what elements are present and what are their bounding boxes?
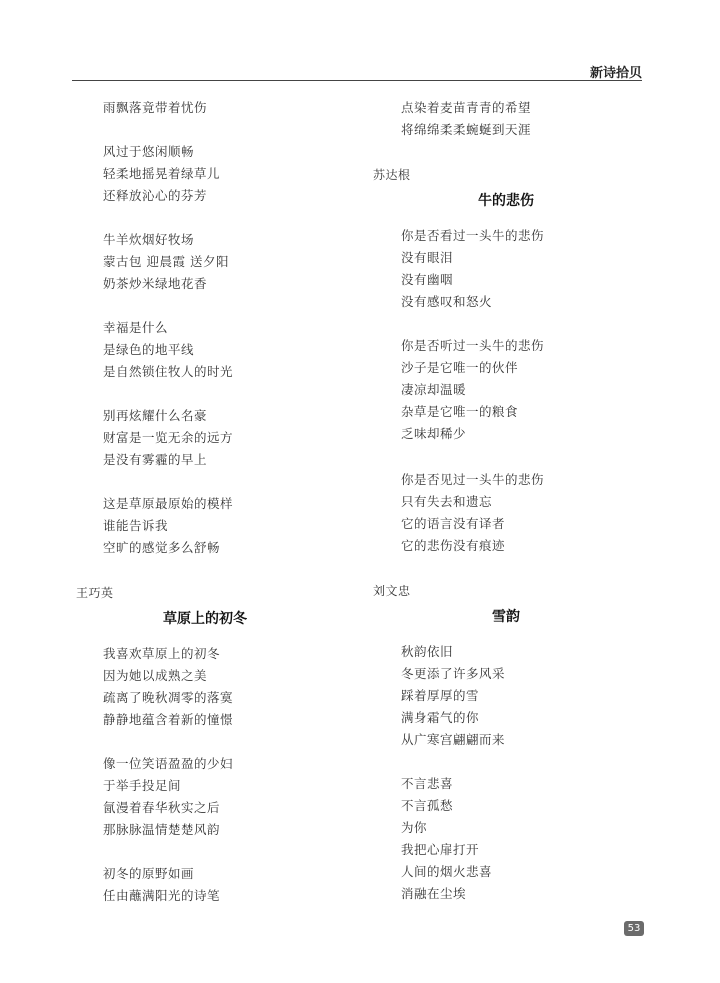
poem-line: 你是否看过一头牛的悲伤 [401, 228, 545, 243]
poem-line: 不言悲喜 [401, 776, 454, 791]
poem-line: 它的悲伤没有痕迹 [401, 538, 506, 553]
poem-line: 这是草原最原始的模样 [103, 496, 234, 511]
poem-line: 秋韵依旧 [401, 644, 454, 659]
poem-line: 冬更添了许多风采 [401, 666, 506, 681]
poem-line: 人间的烟火悲喜 [401, 864, 493, 879]
poem-line: 满身霜气的你 [401, 710, 480, 725]
poem-line: 为你 [401, 820, 428, 835]
poem-line: 轻柔地摇晃着绿草儿 [103, 166, 221, 181]
poem-line: 你是否听过一头牛的悲伤 [401, 338, 545, 353]
poem-line: 我喜欢草原上的初冬 [103, 646, 221, 661]
poem-line: 初冬的原野如画 [103, 866, 195, 881]
poem-author-liu-wenzhong: 刘文忠 [373, 584, 411, 598]
poem-line: 空旷的感觉多么舒畅 [103, 540, 221, 555]
poem-line: 踩着厚厚的雪 [401, 688, 480, 703]
poem-line: 任由蘸满阳光的诗笔 [103, 888, 221, 903]
poem-line: 别再炫耀什么名豪 [103, 408, 208, 423]
poem-line: 我把心扉打开 [401, 842, 480, 857]
poem-author-su-dagen: 苏达根 [373, 168, 411, 182]
poem-line: 奶茶炒米绿地花香 [103, 276, 208, 291]
poem-line: 将绵绵柔柔蜿蜒到天涯 [401, 122, 532, 137]
poem-line: 于举手投足间 [103, 778, 182, 793]
poem-line: 是绿色的地平线 [103, 342, 195, 357]
poem-title-niu-de-beishang: 牛的悲伤 [478, 193, 534, 209]
poem-line: 幸福是什么 [103, 320, 169, 335]
poem-line: 没有感叹和怒火 [401, 294, 493, 309]
poem-line: 蒙古包 迎晨霞 送夕阳 [103, 254, 229, 269]
poem-line: 疏离了晚秋凋零的落寞 [103, 690, 234, 705]
poem-line: 乏味却稀少 [401, 426, 467, 441]
poem-title-caoyuan-chudong: 草原上的初冬 [163, 611, 247, 627]
poem-line: 凄凉却温暖 [401, 382, 467, 397]
poem-line: 雨飘落竟带着忧伤 [103, 100, 208, 115]
poem-line: 是没有雾霾的早上 [103, 452, 208, 467]
poem-line: 只有失去和遗忘 [401, 494, 493, 509]
section-header: 新诗拾贝 [589, 66, 642, 81]
poem-line: 消融在尘埃 [401, 886, 467, 901]
poem-line: 因为她以成熟之美 [103, 668, 208, 683]
poem-line: 没有眼泪 [401, 250, 454, 265]
poem-line: 财富是一览无余的远方 [103, 430, 234, 445]
poem-line: 它的语言没有译者 [401, 516, 506, 531]
poem-line: 氤漫着春华秋实之后 [103, 800, 221, 815]
poem-line: 杂草是它唯一的粮食 [401, 404, 519, 419]
poem-line: 牛羊炊烟好牧场 [103, 232, 195, 247]
poem-line: 你是否见过一头牛的悲伤 [401, 472, 545, 487]
poem-line: 静静地蕴含着新的憧憬 [103, 712, 234, 727]
poem-line: 不言孤愁 [401, 798, 454, 813]
poem-line: 从广寒宫翩翩而来 [401, 732, 506, 747]
poem-author-wang-qiaoying: 王巧英 [76, 586, 114, 600]
poem-line: 像一位笑语盈盈的少妇 [103, 756, 234, 771]
poem-line: 谁能告诉我 [103, 518, 169, 533]
poem-line: 点染着麦苗青青的希望 [401, 100, 532, 115]
poem-line: 是自然锁住牧人的时光 [103, 364, 234, 379]
page-number-badge: 53 [624, 921, 644, 936]
poem-line: 还释放沁心的芬芳 [103, 188, 208, 203]
poem-line: 沙子是它唯一的伙伴 [401, 360, 519, 375]
poem-line: 没有幽咽 [401, 272, 454, 287]
poem-title-xue-yun: 雪韵 [492, 609, 520, 625]
poem-line: 风过于悠闲顺畅 [103, 144, 195, 159]
poem-line: 那脉脉温情楚楚风韵 [103, 822, 221, 837]
header-divider [72, 80, 642, 81]
